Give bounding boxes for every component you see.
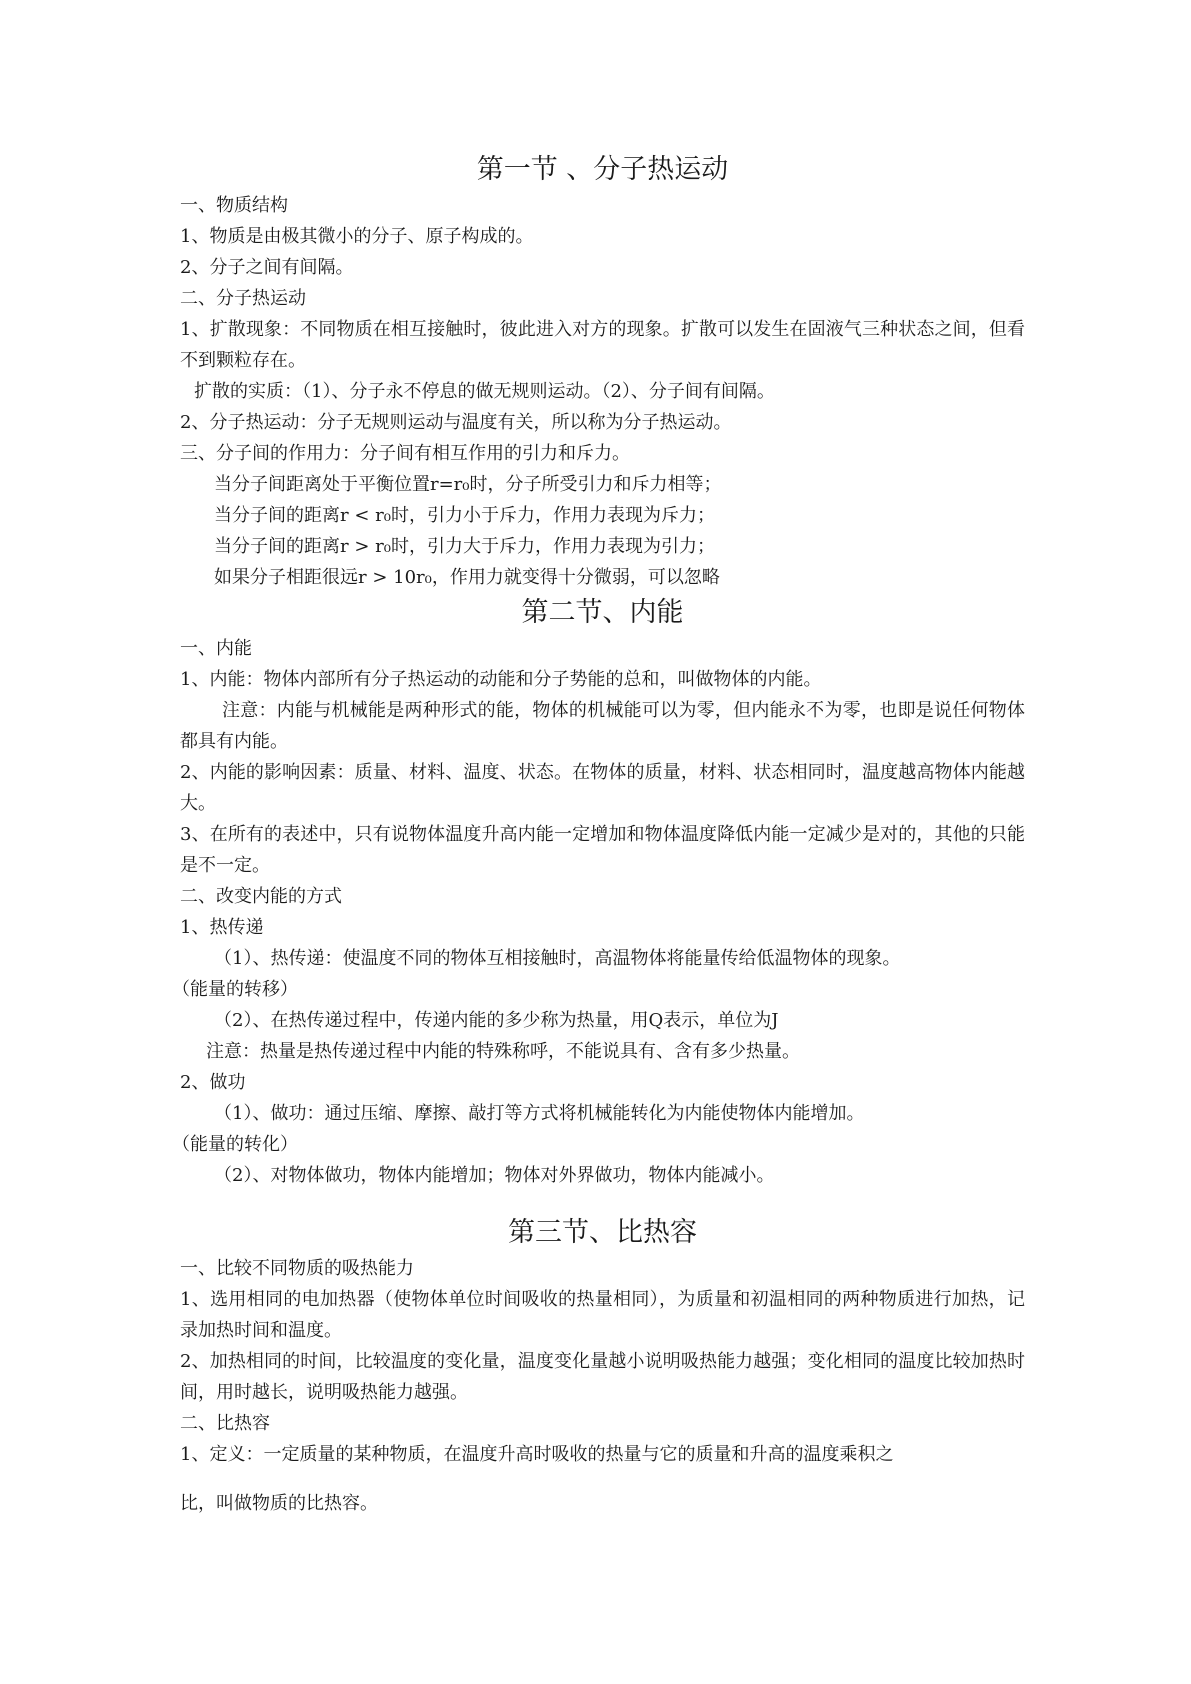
- section-1-line: 1、扩散现象：不同物质在相互接触时，彼此进入对方的现象。扩散可以发生在固液气三种状态之间，但看不到颗粒存在。: [180, 319, 1025, 371]
- section-1-line: 二、分子热运动: [180, 288, 306, 309]
- section-2-line: 二、改变内能的方式: [180, 886, 342, 907]
- section-1-line: 一、物质结构: [180, 195, 288, 216]
- section-2-line: （2）、在热传递过程中，传递内能的多少称为热量，用Q表示，单位为J: [214, 1010, 779, 1031]
- section-1-line: 当分子间的距离r > r₀时，引力大于斥力，作用力表现为引力；: [214, 536, 715, 557]
- section-3-line: 二、比热容: [180, 1413, 270, 1434]
- section-1-line: 三、分子间的作用力：分子间有相互作用的引力和斥力。: [180, 443, 630, 464]
- section-2-line: 2、做功: [180, 1072, 246, 1093]
- line-spacer: [180, 1470, 1025, 1488]
- section-2-line: 一、内能: [180, 638, 252, 659]
- section-2-line: 注意：热量是热传递过程中内能的特殊称呼，不能说具有、含有多少热量。: [206, 1041, 800, 1062]
- document-body: [172, 150, 1025, 1519]
- section-1-line: 2、分子热运动：分子无规则运动与温度有关，所以称为分子热运动。: [180, 412, 732, 433]
- section-2-line: 3、在所有的表述中，只有说物体温度升高内能一定增加和物体温度降低内能一定减少是对的，其他的只能是不一定。: [180, 824, 1025, 876]
- section-2-line: 1、内能：物体内部所有分子热运动的动能和分子势能的总和，叫做物体的内能。: [180, 669, 822, 690]
- section-2-line: （能量的转化）: [172, 1134, 298, 1155]
- section-spacer: [180, 1191, 1025, 1213]
- section-2-line: 注意：内能与机械能是两种形式的能，物体的机械能可以为零，但内能永不为零，也即是说任何物体都具有内能。: [180, 700, 1025, 752]
- section-3-line: 一、比较不同物质的吸热能力: [180, 1258, 414, 1279]
- section-3-title: 第三节、比热容: [508, 1217, 697, 1248]
- section-2-title: 第二节、内能: [521, 597, 684, 628]
- section-3-line: 2、加热相同的时间，比较温度的变化量，温度变化量越小说明吸热能力越强；变化相同的温度比较加热时间，用时越长，说明吸热能力越强。: [180, 1351, 1025, 1403]
- section-1-line: 当分子间距离处于平衡位置r=r₀时，分子所受引力和斥力相等；: [214, 474, 722, 495]
- section-1-line: 2、分子之间有间隔。: [180, 257, 354, 278]
- section-2-line: 1、热传递: [180, 917, 264, 938]
- section-1-line: 扩散的实质：（1）、分子永不停息的做无规则运动。（2）、分子间有间隔。: [194, 381, 775, 402]
- section-3-line: 比，叫做物质的比热容。: [180, 1493, 378, 1514]
- section-1-title: 第一节 、分子热运动: [476, 154, 729, 185]
- section-2-line: （能量的转移）: [172, 979, 298, 1000]
- section-3-line: 1、定义：一定质量的某种物质，在温度升高时吸收的热量与它的质量和升高的温度乘积之: [180, 1444, 894, 1465]
- section-3-line: 1、选用相同的电加热器（使物体单位时间吸收的热量相同），为质量和初温相同的两种物质进行加热，记录加热时间和温度。: [180, 1289, 1025, 1341]
- section-2-line: （2）、对物体做功，物体内能增加；物体对外界做功，物体内能减小。: [214, 1165, 775, 1186]
- section-2-line: 2、内能的影响因素：质量、材料、温度、状态。在物体的质量，材料、状态相同时，温度越高物体内能越大。: [180, 762, 1025, 814]
- section-1-line: 1、物质是由极其微小的分子、原子构成的。: [180, 226, 534, 247]
- section-1-line: 当分子间的距离r < r₀时，引力小于斥力，作用力表现为斥力；: [214, 505, 715, 526]
- section-1-line: 如果分子相距很远r > 10r₀，作用力就变得十分微弱，可以忽略: [214, 567, 720, 588]
- section-2-line: （1）、做功：通过压缩、摩擦、敲打等方式将机械能转化为内能使物体内能增加。: [214, 1103, 865, 1124]
- section-2-line: （1）、热传递：使温度不同的物体互相接触时，高温物体将能量传给低温物体的现象。: [214, 948, 901, 969]
